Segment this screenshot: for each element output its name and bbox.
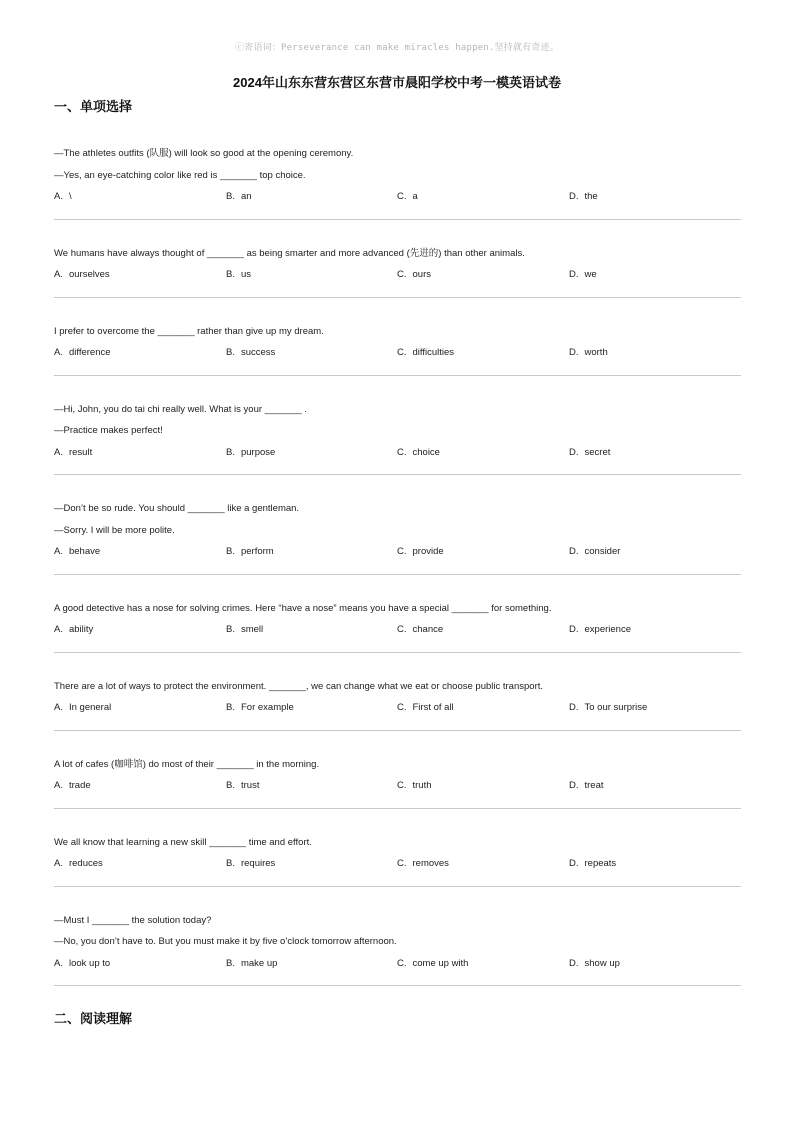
answer-option[interactable] — [397, 953, 468, 975]
option-letter: D. — [569, 269, 579, 280]
option-text: \ — [68, 191, 72, 202]
answer-option[interactable] — [569, 342, 608, 364]
option-letter: A. — [54, 702, 63, 713]
answer-options — [54, 186, 741, 208]
question-stem-line: We all know that learning a new skill _______ time and effort. — [54, 836, 312, 848]
question-stem-line: —Must I _______ the solution today? — [54, 914, 212, 926]
option-text: requires — [240, 858, 276, 869]
answer-option[interactable] — [226, 775, 259, 797]
option-text: chance — [412, 624, 444, 635]
answer-option[interactable] — [54, 264, 110, 286]
option-text: come up with — [412, 957, 469, 969]
option-letter: C. — [397, 347, 407, 358]
answer-option[interactable] — [54, 697, 111, 719]
option-text: secret — [584, 446, 611, 458]
option-text: treat — [584, 780, 604, 791]
question-stem-line: —The athletes outfits (队服) will look so good at the opening ceremony. — [54, 148, 354, 159]
option-letter: B. — [226, 780, 235, 791]
answer-option[interactable] — [54, 853, 103, 875]
option-text: difficulties — [412, 347, 455, 358]
answer-option[interactable] — [569, 541, 620, 563]
option-text: perform — [240, 546, 274, 557]
question-stem-line: —No, you don’t have to. But you must make it by five o’clock tomorrow afternoon. — [54, 936, 397, 947]
question-stem-line: A lot of cafes (咖啡馆) do most of their _______ in the morning. — [54, 758, 320, 770]
option-letter: B. — [226, 446, 235, 458]
watermark-motto: ⓒ寄语词：Perseverance can make miracles happen.坚持就有奇迹。 — [235, 43, 559, 53]
answer-option[interactable] — [397, 853, 449, 875]
answer-option[interactable] — [397, 442, 440, 464]
option-text: First of all — [412, 702, 454, 713]
question-stem-line: —Don’t be so rude. You should _______ like a gentleman. — [54, 503, 300, 514]
option-letter: D. — [569, 957, 579, 969]
question-item — [54, 498, 741, 575]
option-letter: A. — [54, 191, 63, 202]
answer-option[interactable] — [54, 342, 111, 364]
answer-options — [54, 853, 741, 875]
option-text: purpose — [240, 446, 276, 458]
option-text: smell — [240, 624, 264, 635]
answer-option[interactable] — [54, 541, 100, 563]
answer-options — [54, 697, 741, 719]
answer-option[interactable] — [569, 697, 647, 719]
option-text: worth — [584, 347, 608, 358]
option-letter: D. — [569, 546, 579, 557]
answer-option[interactable] — [226, 619, 263, 641]
option-text: ourselves — [68, 269, 110, 280]
question-item — [54, 676, 741, 731]
option-text: In general — [68, 702, 112, 713]
option-text: To our surprise — [584, 702, 648, 713]
answer-option[interactable] — [226, 442, 275, 464]
option-letter: D. — [569, 624, 579, 635]
question-stem-line: We humans have always thought of _______ as being smarter and more advanced (先进的) than other animals. — [54, 247, 525, 259]
answer-option[interactable] — [397, 342, 454, 364]
answer-option[interactable] — [54, 619, 93, 641]
exam-title: 2024年山东东营东营区东营市晨阳学校中考一模英语试卷 — [233, 75, 561, 90]
option-text: look up to — [68, 957, 111, 969]
option-text: make up — [240, 957, 278, 969]
answer-options — [54, 541, 741, 563]
question-item — [54, 321, 741, 376]
question-item — [54, 143, 741, 220]
option-letter: B. — [226, 191, 235, 202]
answer-option[interactable] — [397, 541, 444, 563]
option-letter: B. — [226, 624, 235, 635]
answer-option[interactable] — [226, 541, 274, 563]
answer-option[interactable] — [226, 697, 294, 719]
option-text: us — [240, 269, 252, 280]
option-letter: C. — [397, 957, 407, 969]
option-text: choice — [412, 446, 440, 458]
option-text: consider — [584, 546, 621, 557]
option-text: show up — [584, 957, 620, 969]
question-stem-line: There are a lot of ways to protect the environment. _______, we can change what we eat or choose public transport. — [54, 680, 544, 692]
option-letter: A. — [54, 347, 63, 358]
option-text: provide — [412, 546, 444, 557]
option-text: behave — [68, 546, 101, 557]
option-text: the — [584, 191, 598, 202]
answer-option[interactable] — [226, 264, 251, 286]
section-heading-reading: 二、阅读理解 — [54, 1012, 133, 1027]
answer-option[interactable] — [397, 264, 431, 286]
option-letter: B. — [226, 858, 235, 869]
answer-option[interactable] — [569, 853, 616, 875]
option-letter: A. — [54, 957, 63, 969]
answer-option[interactable] — [226, 342, 275, 364]
question-item — [54, 243, 741, 298]
option-letter: A. — [54, 858, 63, 869]
answer-option[interactable] — [226, 186, 252, 208]
option-letter: B. — [226, 269, 235, 280]
option-text: repeats — [584, 858, 617, 869]
question-stem-line: —Practice makes perfect! — [54, 425, 163, 436]
answer-option[interactable] — [54, 953, 110, 975]
answer-option[interactable] — [569, 442, 610, 464]
option-text: result — [68, 446, 93, 458]
answer-option[interactable] — [397, 619, 443, 641]
answer-option[interactable] — [54, 442, 92, 464]
question-item — [54, 910, 741, 987]
option-text: ours — [412, 269, 431, 280]
question-item — [54, 399, 741, 476]
question-stem-line: A good detective has a nose for solving crimes. Here “have a nose” means you have a special _______ for something. — [54, 602, 552, 614]
answer-option[interactable] — [226, 853, 275, 875]
option-letter: C. — [397, 624, 407, 635]
option-text: trust — [240, 780, 260, 791]
answer-option[interactable] — [569, 953, 620, 975]
option-letter: C. — [397, 780, 407, 791]
option-letter: C. — [397, 702, 407, 713]
answer-options — [54, 442, 741, 464]
option-text: reduces — [68, 858, 103, 869]
answer-option[interactable] — [54, 775, 91, 797]
answer-option[interactable] — [397, 775, 432, 797]
answer-option[interactable] — [397, 186, 418, 208]
option-text: we — [584, 269, 597, 280]
answer-option[interactable] — [569, 619, 631, 641]
option-letter: B. — [226, 347, 235, 358]
section-heading-multiple-choice: 一、单项选择 — [54, 100, 133, 115]
question-item — [54, 598, 741, 653]
option-text: For example — [240, 702, 294, 713]
option-letter: D. — [569, 446, 579, 458]
question-stem-line: I prefer to overcome the _______ rather than give up my dream. — [54, 325, 324, 337]
answer-options — [54, 953, 741, 975]
option-letter: C. — [397, 546, 407, 557]
option-letter: D. — [569, 191, 579, 202]
option-letter: B. — [226, 957, 235, 969]
question-item — [54, 832, 741, 887]
answer-option[interactable] — [397, 697, 454, 719]
option-letter: A. — [54, 546, 63, 557]
option-letter: C. — [397, 191, 407, 202]
answer-options — [54, 775, 741, 797]
option-letter: D. — [569, 347, 579, 358]
answer-option[interactable] — [569, 186, 598, 208]
option-letter: C. — [397, 269, 407, 280]
option-letter: A. — [54, 269, 63, 280]
question-stem-line: —Hi, John, you do tai chi really well. What is your _______ . — [54, 403, 307, 415]
answer-option[interactable] — [569, 264, 597, 286]
answer-option[interactable] — [569, 775, 604, 797]
question-item — [54, 754, 741, 809]
option-text: removes — [412, 858, 449, 869]
option-text: experience — [584, 624, 631, 635]
option-text: ability — [68, 624, 94, 635]
option-letter: D. — [569, 858, 579, 869]
option-text: a — [412, 191, 418, 202]
answer-options — [54, 342, 741, 364]
answer-options — [54, 264, 741, 286]
option-text: an — [240, 191, 252, 202]
option-letter: A. — [54, 624, 63, 635]
question-stem-line: —Sorry. I will be more polite. — [54, 524, 175, 536]
option-letter: B. — [226, 546, 235, 557]
option-letter: D. — [569, 780, 579, 791]
option-text: truth — [412, 780, 432, 791]
option-letter: C. — [397, 446, 407, 458]
option-letter: A. — [54, 446, 63, 458]
option-letter: D. — [569, 702, 579, 713]
option-letter: B. — [226, 702, 235, 713]
question-stem-line: —Yes, an eye-catching color like red is _______ top choice. — [54, 169, 306, 181]
option-letter: A. — [54, 780, 63, 791]
option-text: difference — [68, 347, 111, 358]
answer-option[interactable] — [226, 953, 277, 975]
option-text: success — [240, 347, 276, 358]
option-letter: C. — [397, 858, 407, 869]
question-list — [54, 143, 741, 986]
answer-option[interactable] — [54, 186, 72, 208]
option-text: trade — [68, 780, 91, 791]
answer-options — [54, 619, 741, 641]
